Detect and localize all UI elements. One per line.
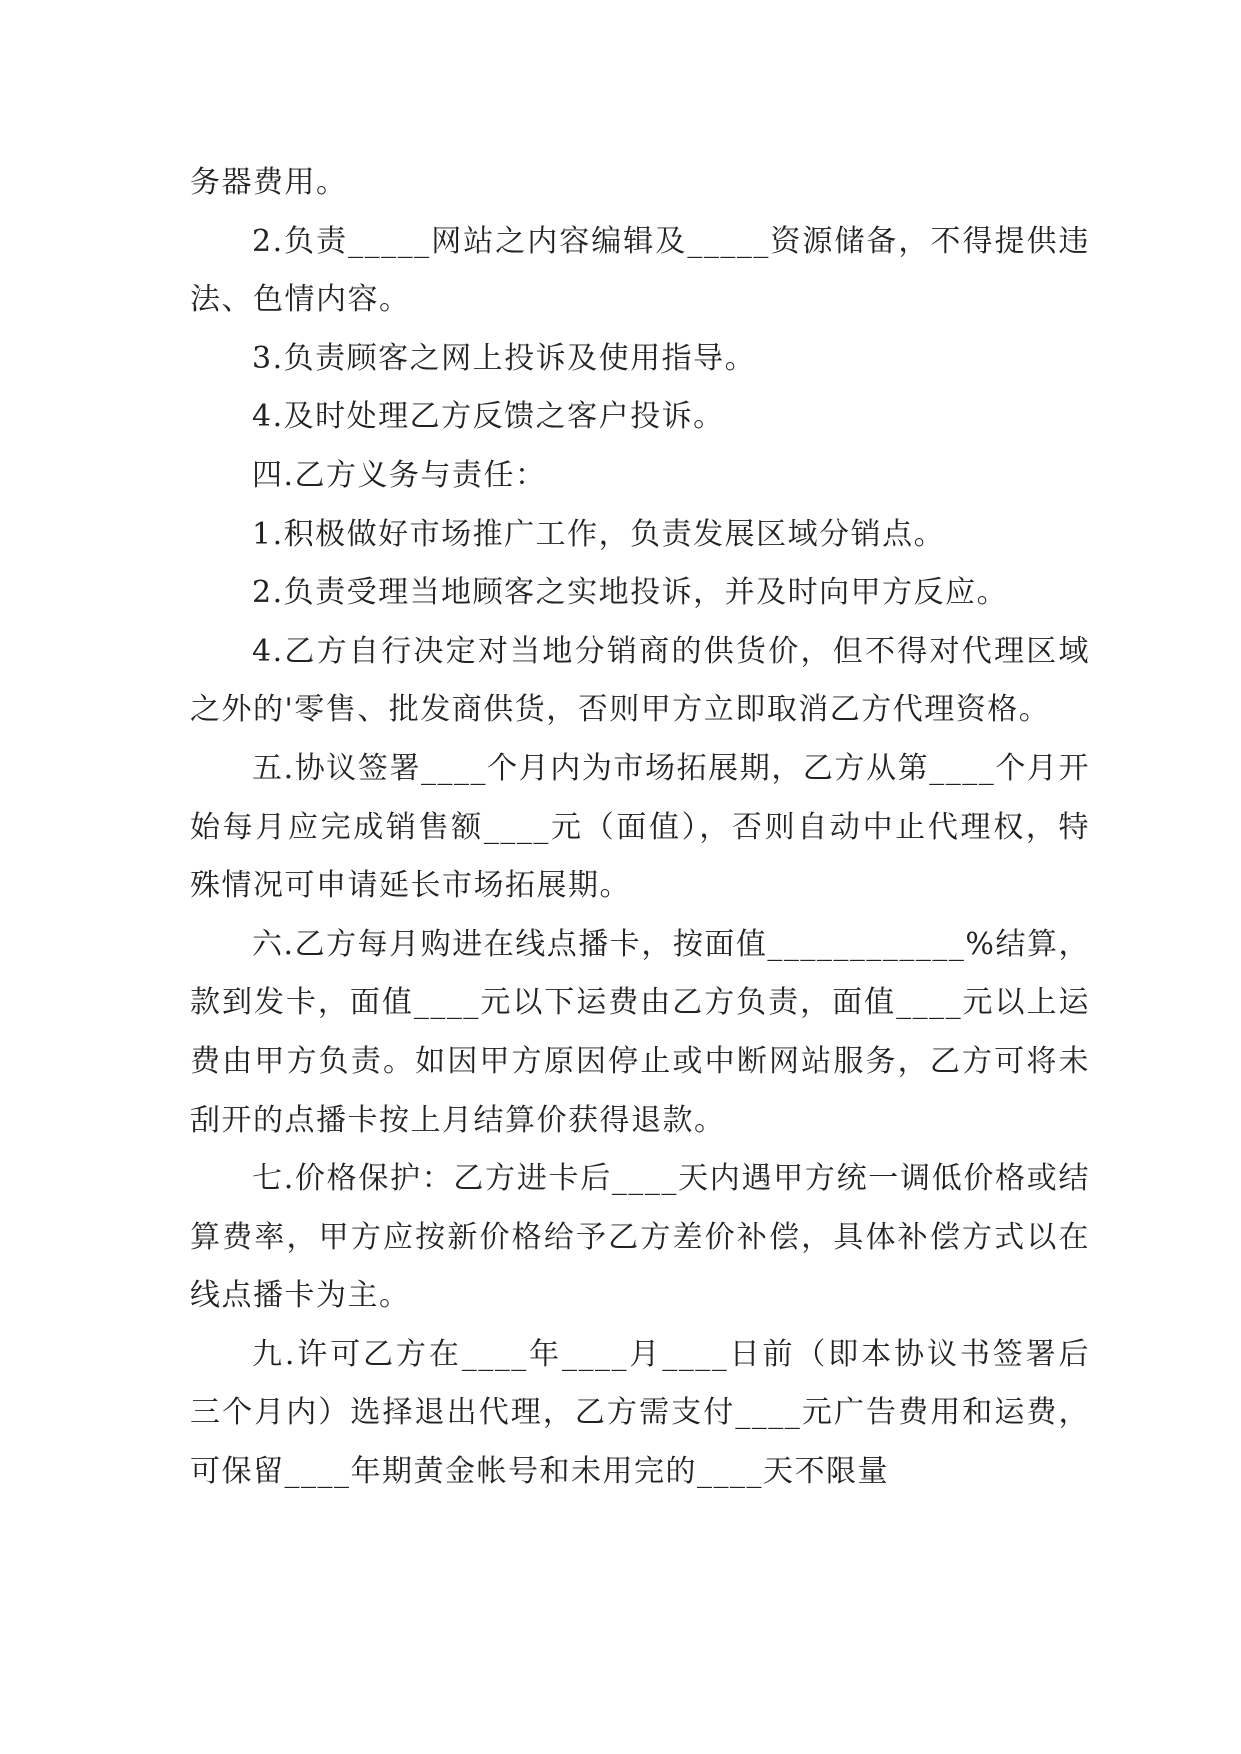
paragraph-market-promotion: 1.积极做好市场推广工作，负责发展区域分销点。: [252, 516, 946, 552]
paragraph-supply-pricing: 4.乙方自行决定对当地分销商的供货价，但不得对代理区域之外的'零售、批发商供货，否则甲方立即取消乙方代理资格。: [190, 633, 1090, 728]
paragraph-content-editing: 2.负责_____网站之内容编辑及_____资源储备，不得提供违法、色情内容。: [190, 223, 1090, 318]
paragraph-server-fee: 务器费用。: [190, 165, 348, 200]
paragraph-withdrawal-option: 九.许可乙方在____年____月____日前（即本协议书签署后三个月内）选择退出代理，乙方需支付____元广告费用和运费，可保留____年期黄金帐号和未用完的____天不限量: [190, 1336, 1090, 1490]
paragraph-local-complaints: 2.负责受理当地顾客之实地投诉，并及时向甲方反应。: [252, 575, 1009, 611]
document-body: [190, 154, 1090, 1502]
paragraph-price-protection: 七.价格保护：乙方进卡后____天内遇甲方统一调低价格或结算费率，甲方应按新价格给予乙方差价补偿，具体补偿方式以在线点播卡为主。: [190, 1161, 1090, 1314]
paragraph-market-expansion-period: 五.协议签署____个月内为市场拓展期，乙方从第____个月开始每月应完成销售额____元（面值），否则自动中止代理权，特殊情况可申请延长市场拓展期。: [190, 750, 1090, 904]
paragraph-feedback-handling: 4.及时处理乙方反馈之客户投诉。: [252, 399, 725, 435]
paragraph-card-settlement: 六.乙方每月购进在线点播卡，按面值____________%结算，款到发卡，面值____元以下运费由乙方负责，面值____元以上运费由甲方负责。如因甲方原因停止或中断网站服务，乙方可将未刮开的点播卡按上月结算价获得退款。: [190, 926, 1090, 1138]
paragraph-online-complaints: 3.负责顾客之网上投诉及使用指导。: [252, 340, 757, 376]
section-heading-party-b-obligations: 四.乙方义务与责任：: [252, 457, 547, 493]
